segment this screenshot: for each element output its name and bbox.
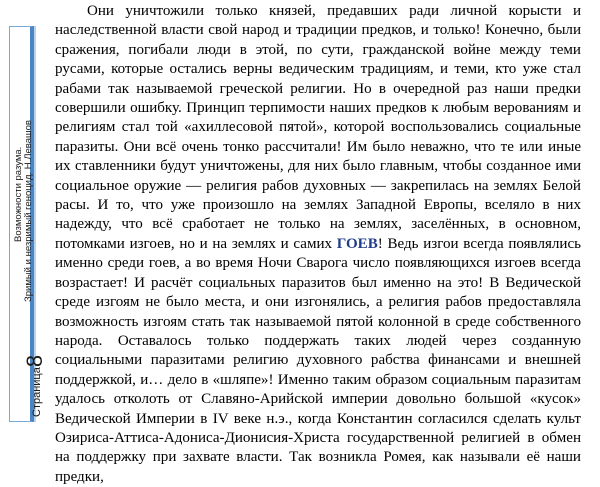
keyword-goev: ГОЕВ [336, 235, 378, 252]
page-sidebar [9, 26, 47, 422]
sidebar-titles [13, 87, 33, 307]
page-number: 8 [22, 354, 47, 368]
book-subtitle-author: Зримый и незримый геноцид. Н.Левашов [23, 120, 34, 302]
text-part-2: ! Ведь изгои всегда появлялись именно среди гоев, а во время Ночи Сварога число появляющихся изгоев всегда возрастает! И расчёт социальных паразитов был именно на это! В Ведической среде изгоям не было места, и они изгонялись, а религия рабов предоставляла возможность изгоям стать так называемой пятой колонной в среде собственного народа. Оставалось только поддержать таких людей через созданную социальными паразитами религию духовного рабства финансами и внешней поддержкой, и… дело в «шляпе»! Именно таким образом социальным паразитам удалось отколоть от Славяно-Арийской империи довольно большой «кусок» Ведической Империи в IV веке н.э., когда Константин согласился сделать культ Озириса-Аттиса-Адониса-Дионисия-Христа государственной религией в обмен на поддержку при захвате власти. Так возникла Ромея, как называли её наши предки, [55, 235, 581, 485]
page-label [13, 337, 47, 417]
page-word: Страница [31, 367, 43, 417]
text-part-1: Они уничтожили только князей, предавших ради личной корысти и наследственной власти свой народ и традиции предков, и только! Конечно, были сражения, погибали люди в этой, по сути, гражданской войне между теми русами, которые остались верны ведическим традициям, и теми, кто уже стал рабами так называемой греческой религии. Но в очередной раз наши предки совершили ошибку. Принцип терпимости наших предков к любым верованиям и религиям стал той «ахиллесовой пятой», которой воспользовались социальные паразиты. Они всё очень тонко рассчитали! Им было неважно, что те или иные их ставленники будут уничтожены, для них было главным, чтобы созданное ими социальное оружие — религия рабов духовных — закрепилась на землях Белой расы. И то, что уже произошло на землях Западной Европы, вселяло в них надежду, что всё сработает не только на землях, заселённых, в основном, потомками изгоев, но и на землях и самих [55, 3, 581, 252]
body-text [55, 2, 581, 487]
book-title: Возможности разума. [13, 146, 24, 242]
paragraph [55, 2, 581, 487]
